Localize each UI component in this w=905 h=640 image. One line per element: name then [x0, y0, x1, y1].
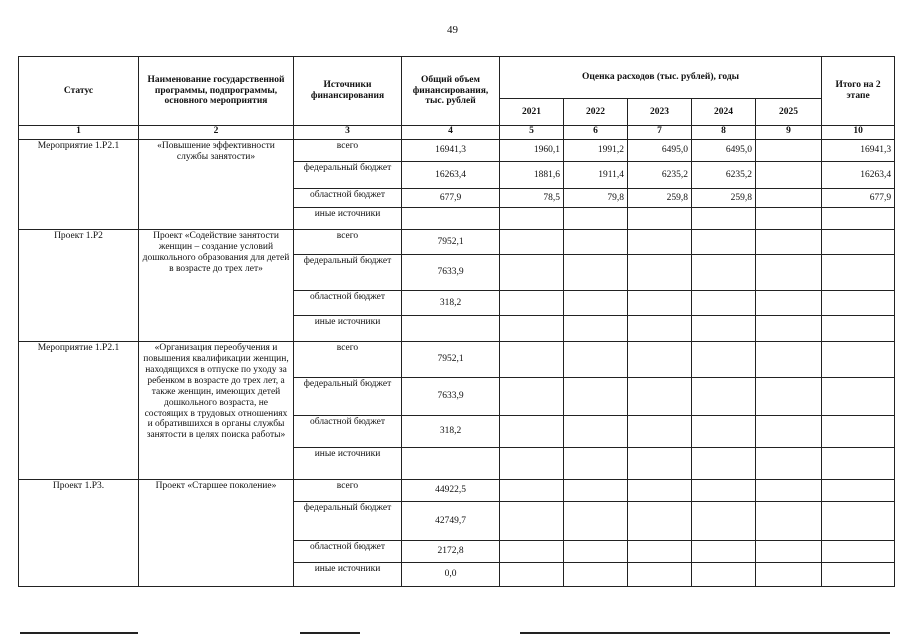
column-number: 1 [19, 126, 139, 140]
bottom-rule-middle [300, 632, 360, 634]
header-status: Статус [19, 57, 139, 126]
row-year-value [692, 316, 756, 342]
row-source: всего [294, 342, 402, 378]
row-total: 318,2 [402, 416, 500, 448]
row-year-value [628, 480, 692, 502]
row-year-value [628, 448, 692, 480]
row-total [402, 448, 500, 480]
row-total: 0,0 [402, 563, 500, 587]
row-year-value [756, 480, 822, 502]
row-year-value [756, 448, 822, 480]
row-year-value [628, 316, 692, 342]
column-number: 9 [756, 126, 822, 140]
row-source: областной бюджет [294, 189, 402, 208]
header-estimate: Оценка расходов (тыс. рублей), годы [500, 57, 822, 99]
row-year-value [756, 502, 822, 541]
row-stage-total [822, 316, 895, 342]
row-stage-total [822, 416, 895, 448]
row-year-value [564, 291, 628, 316]
row-year-value [692, 291, 756, 316]
row-year-value [628, 563, 692, 587]
row-year-value [756, 255, 822, 291]
row-year-value [500, 416, 564, 448]
row-stage-total: 16263,4 [822, 162, 895, 189]
row-year-value [628, 378, 692, 416]
table-row [19, 230, 895, 255]
row-year-value [500, 291, 564, 316]
page-number: 49 [447, 24, 458, 36]
bottom-rule-left [20, 632, 138, 634]
row-status: Мероприятие 1.Р2.1 [19, 342, 139, 480]
row-year-value [500, 378, 564, 416]
financing-table [18, 56, 895, 587]
row-source: федеральный бюджет [294, 502, 402, 541]
row-year-value [692, 378, 756, 416]
row-year-value: 1911,4 [564, 162, 628, 189]
column-number: 7 [628, 126, 692, 140]
row-year-value [564, 316, 628, 342]
column-number: 10 [822, 126, 895, 140]
row-year-value [628, 342, 692, 378]
row-year-value: 1991,2 [564, 140, 628, 162]
row-year-value [500, 342, 564, 378]
row-year-value [692, 502, 756, 541]
row-year-value [756, 140, 822, 162]
row-year-value [628, 416, 692, 448]
column-number: 2 [139, 126, 294, 140]
row-total: 44922,5 [402, 480, 500, 502]
row-total [402, 316, 500, 342]
header-year: 2024 [692, 99, 756, 126]
row-stage-total [822, 291, 895, 316]
row-year-value: 1960,1 [500, 140, 564, 162]
row-status: Проект 1.Р3. [19, 480, 139, 587]
row-stage-total [822, 255, 895, 291]
table-row [19, 480, 895, 502]
row-source: федеральный бюджет [294, 378, 402, 416]
row-year-value [692, 255, 756, 291]
header-name: Наименование государственной программы, подпрограммы, основного мероприятия [139, 57, 294, 126]
row-year-value: 6235,2 [628, 162, 692, 189]
row-year-value: 6495,0 [628, 140, 692, 162]
row-total: 7952,1 [402, 230, 500, 255]
row-name: «Повышение эффективности службы занятости» [139, 140, 294, 230]
row-year-value: 6495,0 [692, 140, 756, 162]
row-year-value [756, 316, 822, 342]
row-year-value [692, 541, 756, 563]
table-row [19, 342, 895, 378]
row-year-value [500, 480, 564, 502]
row-total [402, 208, 500, 230]
row-name: «Организация переобучения и повышения квалификации женщин, находящихся в отпуске по уходу за ребенком в возрасте до трех лет, а также женщин, имеющих детей дошкольного возраста, не состоящих в трудовых отношениях и обратившихся в органы службы занятости в целях поиска работы» [139, 342, 294, 480]
header-sources: Источники финансирования [294, 57, 402, 126]
row-year-value [500, 502, 564, 541]
row-year-value [564, 342, 628, 378]
row-source: областной бюджет [294, 416, 402, 448]
row-source: всего [294, 140, 402, 162]
row-stage-total [822, 448, 895, 480]
row-year-value [500, 208, 564, 230]
row-year-value [756, 541, 822, 563]
row-year-value: 259,8 [628, 189, 692, 208]
row-year-value [756, 208, 822, 230]
row-year-value [500, 316, 564, 342]
row-stage-total [822, 563, 895, 587]
row-year-value [628, 502, 692, 541]
row-year-value [564, 480, 628, 502]
row-source: федеральный бюджет [294, 162, 402, 189]
row-status: Проект 1.Р2 [19, 230, 139, 342]
row-source: иные источники [294, 563, 402, 587]
row-source: иные источники [294, 208, 402, 230]
row-year-value [564, 448, 628, 480]
row-source: федеральный бюджет [294, 255, 402, 291]
row-year-value [628, 208, 692, 230]
column-number: 5 [500, 126, 564, 140]
row-year-value [564, 255, 628, 291]
row-source: всего [294, 230, 402, 255]
table-row [19, 140, 895, 162]
row-year-value [756, 563, 822, 587]
row-year-value [692, 416, 756, 448]
row-status: Мероприятие 1.Р2.1 [19, 140, 139, 230]
header-total-volume: Общий объем финансирования, тыс. рублей [402, 57, 500, 126]
row-source: иные источники [294, 448, 402, 480]
header-year: 2025 [756, 99, 822, 126]
row-stage-total [822, 378, 895, 416]
row-year-value [564, 416, 628, 448]
row-year-value [628, 255, 692, 291]
row-total: 677,9 [402, 189, 500, 208]
row-total: 7633,9 [402, 378, 500, 416]
row-year-value [756, 162, 822, 189]
row-stage-total [822, 480, 895, 502]
row-year-value [756, 189, 822, 208]
row-source: всего [294, 480, 402, 502]
row-year-value [564, 563, 628, 587]
row-year-value [500, 541, 564, 563]
row-year-value [756, 378, 822, 416]
header-stage-total: Итого на 2 этапе [822, 57, 895, 126]
row-name: Проект «Старшее поколение» [139, 480, 294, 587]
row-total: 42749,7 [402, 502, 500, 541]
row-stage-total [822, 208, 895, 230]
row-year-value: 6235,2 [692, 162, 756, 189]
column-number-row [19, 126, 895, 140]
row-year-value [692, 342, 756, 378]
row-stage-total: 16941,3 [822, 140, 895, 162]
row-year-value [756, 230, 822, 255]
row-year-value [500, 448, 564, 480]
row-total: 318,2 [402, 291, 500, 316]
header-year: 2023 [628, 99, 692, 126]
row-year-value [692, 563, 756, 587]
row-total: 16263,4 [402, 162, 500, 189]
row-year-value [692, 480, 756, 502]
row-stage-total [822, 230, 895, 255]
row-source: областной бюджет [294, 291, 402, 316]
row-stage-total [822, 502, 895, 541]
row-year-value [500, 230, 564, 255]
row-total: 2172,8 [402, 541, 500, 563]
column-number: 4 [402, 126, 500, 140]
column-number: 3 [294, 126, 402, 140]
row-year-value [500, 563, 564, 587]
header-year: 2022 [564, 99, 628, 126]
row-year-value [756, 291, 822, 316]
row-year-value [756, 342, 822, 378]
row-year-value [692, 208, 756, 230]
row-total: 7633,9 [402, 255, 500, 291]
row-total: 16941,3 [402, 140, 500, 162]
row-year-value [564, 208, 628, 230]
row-total: 7952,1 [402, 342, 500, 378]
row-year-value [500, 255, 564, 291]
row-year-value [564, 541, 628, 563]
row-source: иные источники [294, 316, 402, 342]
row-year-value [628, 541, 692, 563]
row-year-value [564, 378, 628, 416]
header-year: 2021 [500, 99, 564, 126]
row-source: областной бюджет [294, 541, 402, 563]
row-year-value [564, 230, 628, 255]
row-year-value: 79,8 [564, 189, 628, 208]
row-year-value: 1881,6 [500, 162, 564, 189]
row-stage-total: 677,9 [822, 189, 895, 208]
row-name: Проект «Содействие занятости женщин – создание условий дошкольного образования для детей в возрасте до трех лет» [139, 230, 294, 342]
row-year-value [692, 448, 756, 480]
row-stage-total [822, 541, 895, 563]
column-number: 6 [564, 126, 628, 140]
row-stage-total [822, 342, 895, 378]
row-year-value [628, 230, 692, 255]
row-year-value: 259,8 [692, 189, 756, 208]
row-year-value [628, 291, 692, 316]
row-year-value [756, 416, 822, 448]
row-year-value [564, 502, 628, 541]
row-year-value: 78,5 [500, 189, 564, 208]
row-year-value [692, 230, 756, 255]
bottom-rule-right [520, 632, 890, 634]
column-number: 8 [692, 126, 756, 140]
